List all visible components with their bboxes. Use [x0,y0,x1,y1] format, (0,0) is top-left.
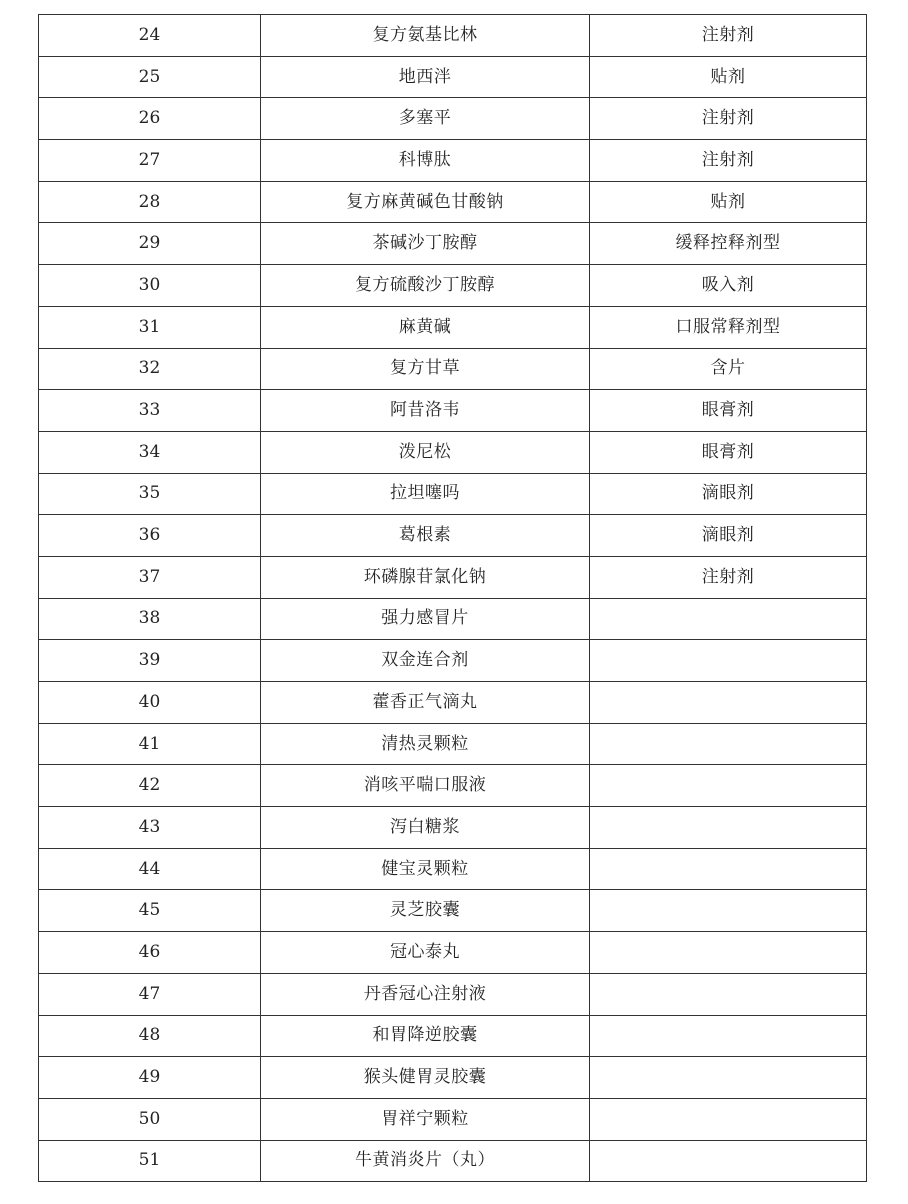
drug-name-cell: 多塞平 [261,98,590,140]
dosage-form-cell [590,807,867,849]
dosage-form-cell: 含片 [590,348,867,390]
row-number-cell: 48 [39,1015,261,1057]
drug-name-cell: 双金连合剂 [261,640,590,682]
drug-name-cell: 拉坦噻吗 [261,473,590,515]
dosage-form-cell: 吸入剂 [590,265,867,307]
table-row [39,682,867,724]
dosage-form-cell [590,973,867,1015]
dosage-form-cell [590,890,867,932]
row-number-cell: 36 [39,515,261,557]
row-number-cell: 32 [39,348,261,390]
row-number-cell: 34 [39,431,261,473]
table-row [39,1057,867,1099]
row-number-cell: 25 [39,56,261,98]
table-row [39,431,867,473]
dosage-form-cell: 注射剂 [590,98,867,140]
drug-name-cell: 消咳平喘口服液 [261,765,590,807]
drug-name-cell: 复方甘草 [261,348,590,390]
dosage-form-cell: 滴眼剂 [590,515,867,557]
drug-name-cell: 复方麻黄碱色甘酸钠 [261,181,590,223]
dosage-form-cell: 滴眼剂 [590,473,867,515]
drug-list-table [38,14,867,1182]
dosage-form-cell [590,640,867,682]
table-row [39,765,867,807]
table-body [39,15,867,1182]
table-row [39,556,867,598]
table-row [39,932,867,974]
row-number-cell: 49 [39,1057,261,1099]
drug-name-cell: 健宝灵颗粒 [261,848,590,890]
drug-name-cell: 猴头健胃灵胶囊 [261,1057,590,1099]
row-number-cell: 31 [39,306,261,348]
table-row [39,640,867,682]
row-number-cell: 44 [39,848,261,890]
table-row [39,15,867,57]
drug-name-cell: 科博肽 [261,140,590,182]
row-number-cell: 30 [39,265,261,307]
row-number-cell: 51 [39,1140,261,1182]
drug-name-cell: 藿香正气滴丸 [261,682,590,724]
table-row [39,515,867,557]
table-row [39,98,867,140]
dosage-form-cell: 贴剂 [590,56,867,98]
drug-name-cell: 灵芝胶囊 [261,890,590,932]
table-row [39,1015,867,1057]
dosage-form-cell: 贴剂 [590,181,867,223]
drug-name-cell: 清热灵颗粒 [261,723,590,765]
drug-name-cell: 胃祥宁颗粒 [261,1098,590,1140]
dosage-form-cell [590,848,867,890]
row-number-cell: 37 [39,556,261,598]
dosage-form-cell [590,765,867,807]
dosage-form-cell [590,682,867,724]
row-number-cell: 45 [39,890,261,932]
drug-name-cell: 阿昔洛韦 [261,390,590,432]
table-row [39,1098,867,1140]
table-row [39,306,867,348]
row-number-cell: 50 [39,1098,261,1140]
dosage-form-cell [590,1057,867,1099]
dosage-form-cell: 缓释控释剂型 [590,223,867,265]
drug-name-cell: 泼尼松 [261,431,590,473]
table-row [39,265,867,307]
dosage-form-cell [590,1140,867,1182]
row-number-cell: 40 [39,682,261,724]
table-row [39,140,867,182]
drug-name-cell: 泻白糖浆 [261,807,590,849]
dosage-form-cell [590,723,867,765]
dosage-form-cell [590,1015,867,1057]
row-number-cell: 28 [39,181,261,223]
table-row [39,848,867,890]
table-row [39,223,867,265]
table-row [39,1140,867,1182]
row-number-cell: 33 [39,390,261,432]
drug-name-cell: 冠心泰丸 [261,932,590,974]
table-row [39,390,867,432]
drug-name-cell: 茶碱沙丁胺醇 [261,223,590,265]
drug-name-cell: 麻黄碱 [261,306,590,348]
drug-name-cell: 环磷腺苷氯化钠 [261,556,590,598]
row-number-cell: 27 [39,140,261,182]
table-row [39,598,867,640]
row-number-cell: 35 [39,473,261,515]
row-number-cell: 41 [39,723,261,765]
dosage-form-cell: 眼膏剂 [590,431,867,473]
row-number-cell: 26 [39,98,261,140]
drug-name-cell: 强力感冒片 [261,598,590,640]
row-number-cell: 29 [39,223,261,265]
drug-name-cell: 复方氨基比林 [261,15,590,57]
dosage-form-cell: 注射剂 [590,556,867,598]
table-row [39,348,867,390]
table-row [39,181,867,223]
dosage-form-cell: 注射剂 [590,140,867,182]
row-number-cell: 47 [39,973,261,1015]
drug-name-cell: 复方硫酸沙丁胺醇 [261,265,590,307]
dosage-form-cell [590,1098,867,1140]
row-number-cell: 38 [39,598,261,640]
row-number-cell: 42 [39,765,261,807]
dosage-form-cell [590,598,867,640]
row-number-cell: 43 [39,807,261,849]
drug-name-cell: 地西泮 [261,56,590,98]
dosage-form-cell [590,932,867,974]
drug-name-cell: 和胃降逆胶囊 [261,1015,590,1057]
row-number-cell: 24 [39,15,261,57]
table-row [39,56,867,98]
drug-name-cell: 葛根素 [261,515,590,557]
drug-name-cell: 丹香冠心注射液 [261,973,590,1015]
row-number-cell: 39 [39,640,261,682]
table-row [39,890,867,932]
table-row [39,973,867,1015]
table-row [39,473,867,515]
table-row [39,807,867,849]
table-row [39,723,867,765]
drug-name-cell: 牛黄消炎片（丸） [261,1140,590,1182]
dosage-form-cell: 眼膏剂 [590,390,867,432]
row-number-cell: 46 [39,932,261,974]
dosage-form-cell: 口服常释剂型 [590,306,867,348]
dosage-form-cell: 注射剂 [590,15,867,57]
